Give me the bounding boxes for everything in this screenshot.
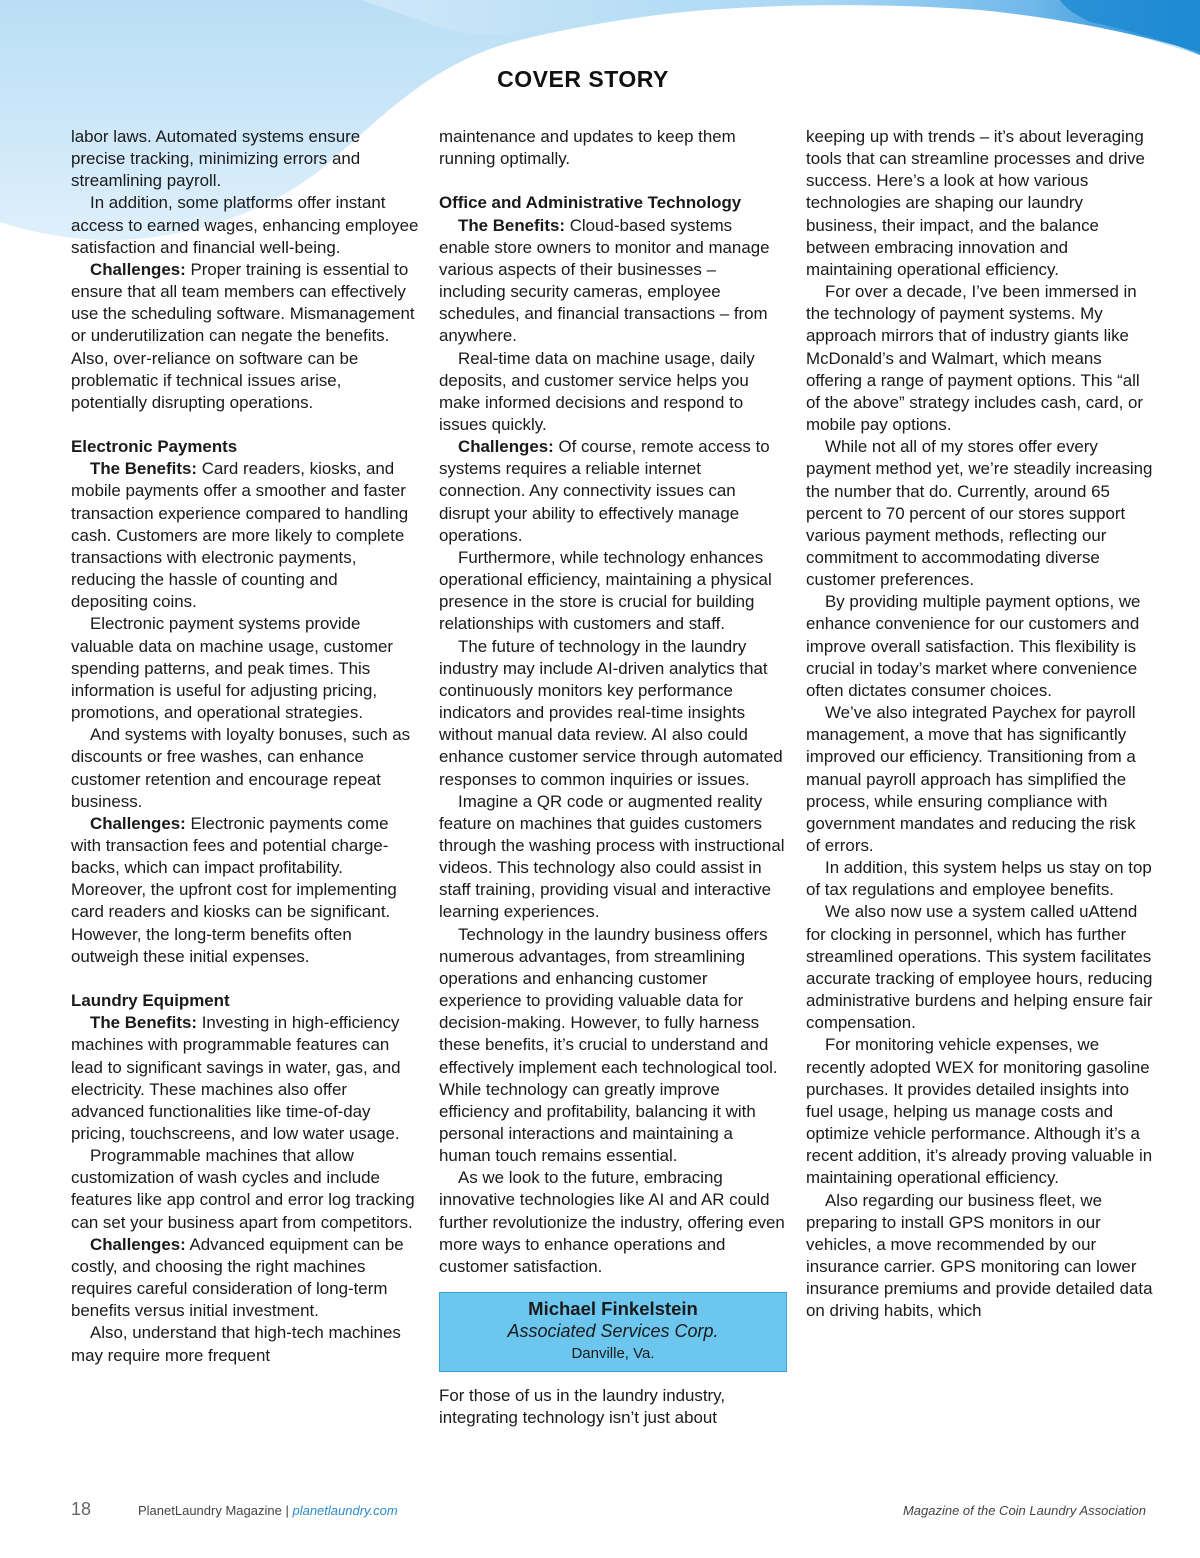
- paragraph: Technology in the laundry business offers numerous advantages, from streamlining operations and enhancing customer experience to providing valuable data for decision-making. However, to fully harness these benefits, it’s crucial to understand and effectively implement each technological tool. While technology can greatly improve efficiency and profitability, balancing it with personal interactions and maintaining a human touch remains essential.: [439, 924, 778, 1166]
- run-in-label: The Benefits:: [90, 1013, 197, 1033]
- run-in-label: The Benefits:: [458, 215, 565, 235]
- author-company: Associated Services Corp.: [507, 1321, 719, 1342]
- footer-association: Magazine of the Coin Laundry Association: [902, 1503, 1146, 1518]
- article-column-2: [439, 126, 787, 1429]
- run-in-label: Challenges:: [90, 1234, 186, 1254]
- subheading-laundry-equipment: Laundry Equipment: [71, 991, 230, 1011]
- paragraph: labor laws. Automated systems ensure precise tracking, minimizing errors and streamlining payroll.: [71, 127, 361, 191]
- paragraph: And systems with loyalty bonuses, such as discounts or free washes, can enhance customer retention and encourage repeat business.: [71, 725, 411, 811]
- paragraph: Challenges: Proper training is essential to ensure that all team members can effectively use the scheduling software. Mismanagement or underutilization can negate the benefits. Also, over-reliance on software can be problematic if technical issues arise, potentially disrupting operations.: [71, 259, 415, 412]
- paragraph: By providing multiple payment options, we enhance convenience for our customers and improve overall satisfaction. This flexibility is crucial in today’s market where convenience often dictates consumer choices.: [806, 592, 1141, 700]
- paragraph: While not all of my stores offer every payment method yet, we’re steadily increasing the number that do. Currently, around 65 percent to 70 percent of our stores support various payment methods, reflecting our commitment to accommodating diverse customer preferences.: [806, 437, 1153, 590]
- paragraph: We also now use a system called uAttend for clocking in personnel, which has further streamlined operations. This system facilitates accurate tracking of employee hours, reducing administrative burdens and helping ensure fair compensation.: [806, 902, 1153, 1033]
- paragraph: Imagine a QR code or augmented reality feature on machines that guides customers through the washing process with instructional videos. This technology also could assist in staff training, providing visual and interactive learning experiences.: [439, 791, 785, 922]
- paragraph: Also regarding our business fleet, we preparing to install GPS monitors in our vehicles, a move recommended by our insurance carrier. GPS monitoring can lower insurance premiums and provide detailed data on driving habits, which: [806, 1190, 1153, 1321]
- author-location: Danville, Va.: [571, 1345, 655, 1363]
- paragraph: In addition, some platforms offer instant access to earned wages, enhancing employee satisfaction and financial well-being.: [71, 193, 419, 257]
- paragraph: Also, understand that high-tech machines may require more frequent: [71, 1323, 401, 1365]
- paragraph: Electronic payment systems provide valuable data on machine usage, customer spending patterns, and peak times. This information is useful for adjusting pricing, promotions, and operational strategies.: [71, 614, 394, 723]
- paragraph: Furthermore, while technology enhances operational efficiency, maintaining a physical presence in the store is crucial for building relationships with customers and staff.: [439, 547, 772, 634]
- paragraph: As we look to the future, embracing innovative technologies like AI and AR could further revolutionize the industry, offering even more ways to enhance operations and customer satisfaction.: [439, 1168, 785, 1276]
- author-name: Michael Finkelstein: [528, 1298, 698, 1320]
- footer-separator: |: [285, 1503, 289, 1518]
- subheading-electronic-payments: Electronic Payments: [71, 437, 238, 457]
- run-in-label: Challenges:: [90, 813, 186, 833]
- paragraph: We’ve also integrated Paychex for payroll management, a move that has significantly improved our efficiency. Transitioning from a manual payroll approach has simplified the process, while ensuring compliance with government mandates and reducing the risk of errors.: [806, 703, 1136, 855]
- paragraph: For monitoring vehicle expenses, we recently adopted WEX for monitoring gasoline purchases. It provides detailed insights into fuel usage, helping us manage costs and optimize vehicle performance. Although it’s a recent addition, it’s already proving valuable in maintaining operational efficiency.: [806, 1035, 1153, 1188]
- run-in-label: Challenges:: [458, 437, 554, 457]
- paragraph: Real-time data on machine usage, daily deposits, and customer service helps you make informed decisions and respond to issues quickly.: [439, 348, 755, 435]
- subheading-office-technology: Office and Administrative Technology: [439, 193, 742, 213]
- paragraph: maintenance and updates to keep them running optimally.: [439, 127, 736, 169]
- paragraph: The Benefits: Card readers, kiosks, and mobile payments offer a smoother and faster transaction experience compared to handling cash. Customers are more likely to complete transactions with electronic payments, reducing the hassle of counting and depositing coins.: [71, 459, 409, 612]
- paragraph: Challenges: Advanced equipment can be costly, and choosing the right machines requires careful consideration of long-term benefits versus initial investment.: [71, 1234, 404, 1321]
- author-byline-box: [439, 1292, 787, 1372]
- paragraph: The future of technology in the laundry industry may include AI-driven analytics that continuously monitors key performance indicators and provides real-time insights without manual data review. AI also could enhance customer service through automated responses to common inquiries or issues.: [439, 636, 783, 789]
- paragraph: For over a decade, I’ve been immersed in the technology of payment systems. My approach mirrors that of industry giants like McDonald’s and Walmart, which means offering a range of payment options. This “all of the above” strategy includes cash, card, or mobile pay options.: [806, 282, 1144, 435]
- magazine-name: PlanetLaundry Magazine: [138, 1503, 282, 1518]
- magazine-url-link[interactable]: planetlaundry.com: [292, 1503, 398, 1518]
- article-column-1: [71, 126, 419, 1367]
- paragraph: Challenges: Electronic payments come with transaction fees and potential charge-backs, which can impact profitability. Moreover, the upfront cost for implementing card readers and kiosks can be significant. However, the long-term benefits often outweigh these initial expenses.: [71, 813, 397, 966]
- run-in-label: The Benefits:: [90, 459, 197, 479]
- paragraph: For those of us in the laundry industry, integrating technology isn’t just about: [439, 1386, 726, 1428]
- footer-magazine: [138, 1503, 398, 1518]
- article-column-3: [806, 126, 1154, 1322]
- paragraph: Challenges: Of course, remote access to systems requires a reliable internet connection. Any connectivity issues can disrupt your ability to effectively manage operations.: [439, 437, 770, 545]
- paragraph: The Benefits: Investing in high-efficiency machines with programmable features can lead to significant savings in water, gas, and electricity. These machines also offer advanced functionalities like time-of-day pricing, touchscreens, and low water usage.: [71, 1013, 401, 1143]
- paragraph: In addition, this system helps us stay on top of tax regulations and employee benefits.: [806, 858, 1152, 900]
- paragraph: Programmable machines that allow customization of wash cycles and include features like app control and error log tracking can set your business apart from competitors.: [71, 1146, 415, 1232]
- paragraph: The Benefits: Cloud-based systems enable store owners to monitor and manage various aspects of their businesses – including security cameras, employee schedules, and financial transactions – from anywhere.: [439, 215, 770, 346]
- run-in-label: Challenges:: [90, 259, 186, 279]
- section-title: COVER STORY: [497, 66, 669, 92]
- page-number: 18: [71, 1499, 92, 1519]
- paragraph: keeping up with trends – it’s about leveraging tools that can streamline processes and drive success. Here’s a look at how various technologies are shaping our laundry business, their impact, and the balance between embracing innovation and maintaining operational efficiency.: [806, 127, 1145, 279]
